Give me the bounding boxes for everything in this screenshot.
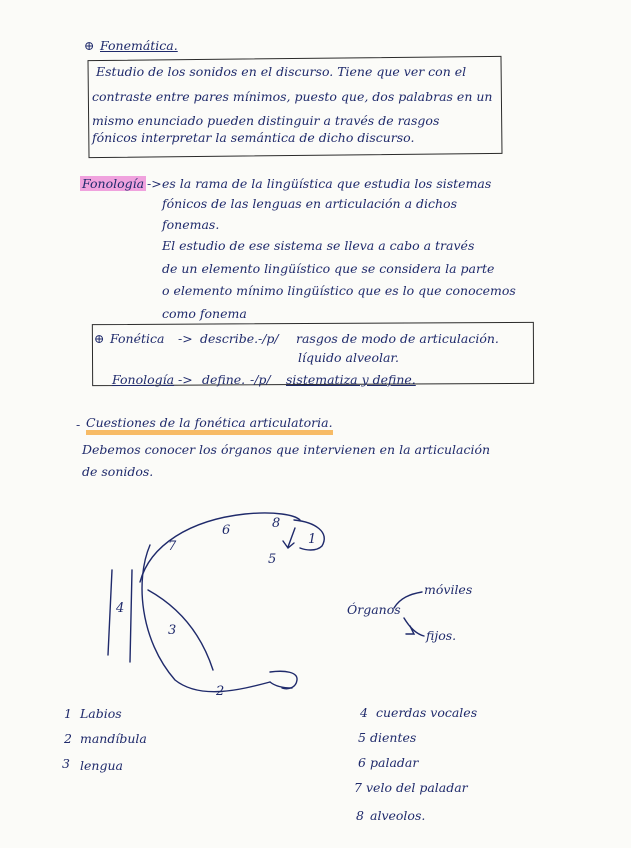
comparison-verb-define: define. bbox=[202, 372, 246, 387]
fonologia-line-2: fónicos de las lenguas en articulación a dichos bbox=[162, 196, 458, 211]
list-right-text-8: alveolos. bbox=[370, 808, 426, 823]
diagram-label-8: 8 bbox=[272, 516, 281, 531]
list-left-text-3: lengua bbox=[80, 758, 123, 773]
box-line-4: fónicos interpretar la semántica de dicho discurso. bbox=[92, 130, 415, 145]
diagram-label-4: 4 bbox=[116, 601, 125, 616]
diagram-label-7: 7 bbox=[168, 539, 177, 554]
diagram-label-5: 5 bbox=[268, 552, 277, 567]
comparison-arrow-2: -> bbox=[178, 372, 193, 387]
list-left-num-3: 3 bbox=[62, 756, 70, 771]
vocal-cord-left bbox=[108, 570, 112, 655]
comparison-symbol-1: -/p/ bbox=[258, 331, 279, 346]
box-line-1: Estudio de los sonidos en el discurso. Tiene que ver con el bbox=[96, 64, 467, 79]
fonologia-line-4: El estudio de ese sistema se lleva a cabo a través bbox=[162, 238, 475, 253]
list-right-text-5: dientes bbox=[370, 730, 417, 745]
box-line-2: contraste entre pares mínimos, puesto que, dos palabras en un bbox=[92, 89, 493, 104]
list-right-num-5: 5 bbox=[358, 730, 366, 745]
comparison-verb-describe: describe. bbox=[200, 331, 259, 346]
fonologia-line-1: es la rama de la lingüística que estudia los sistemas bbox=[162, 176, 492, 191]
section-dash: - bbox=[76, 417, 81, 432]
list-right-text-7: velo del paladar bbox=[366, 780, 468, 795]
organs-moviles-label: móviles bbox=[424, 582, 473, 597]
fonologia-line-6: o elemento mínimo lingüístico que es lo que conocemos bbox=[162, 283, 516, 298]
list-right-num-4: 4 bbox=[360, 705, 368, 720]
diagram-label-3: 3 bbox=[168, 623, 177, 638]
diagram-label-6: 6 bbox=[222, 523, 231, 538]
comparison-term-fonetica: Fonética bbox=[110, 331, 165, 346]
tongue-curve bbox=[148, 590, 213, 670]
term-fonologia-text: Fonología bbox=[82, 176, 145, 191]
fonologia-arrow: -> bbox=[147, 176, 162, 191]
list-left-text-1: Labios bbox=[80, 706, 122, 721]
fonologia-line-5: de un elemento lingüístico que se considera la parte bbox=[162, 261, 495, 276]
list-right-num-7: 7 bbox=[354, 780, 362, 795]
comparison-term-fonologia: Fonología bbox=[112, 372, 175, 387]
arrow-to-5 bbox=[283, 528, 295, 548]
section-title-fonematica: Fonemática. bbox=[100, 38, 178, 53]
section-intro-line-2: de sonidos. bbox=[82, 464, 154, 479]
list-right-text-4: cuerdas vocales bbox=[376, 705, 478, 720]
comparison-bullet: ⊕ bbox=[94, 331, 105, 346]
comparison-arrow-1: -> bbox=[178, 331, 193, 346]
list-left-num-1: 1 bbox=[64, 706, 72, 721]
comparison-symbol-2: -/p/ bbox=[250, 372, 271, 387]
diagram-label-2: 2 bbox=[216, 684, 225, 699]
list-left-num-2: 2 bbox=[64, 731, 72, 746]
box-line-3: mismo enunciado pueden distinguir a través de rasgos bbox=[92, 113, 440, 128]
comparison-text-1: rasgos de modo de articulación. bbox=[296, 331, 499, 346]
comparison-sub-1: líquido alveolar. bbox=[298, 350, 400, 365]
title-bullet: ⊕ bbox=[84, 38, 95, 53]
diagram-label-1: 1 bbox=[308, 532, 317, 547]
list-right-num-6: 6 bbox=[358, 755, 366, 770]
fonologia-line-3: fonemas. bbox=[162, 217, 220, 232]
organs-fijos-label: fijos. bbox=[426, 628, 457, 643]
list-left-text-2: mandíbula bbox=[80, 731, 147, 746]
list-right-text-6: paladar bbox=[370, 755, 419, 770]
section-intro-line-1: Debemos conocer los órganos que intervienen en la articulación bbox=[82, 442, 491, 457]
vocal-cord-right bbox=[130, 570, 132, 662]
list-right-num-8: 8 bbox=[356, 808, 364, 823]
organs-label: Órganos bbox=[347, 602, 401, 617]
fonologia-line-7: como fonema bbox=[162, 306, 247, 321]
lips-curve bbox=[270, 671, 297, 688]
comparison-text-2: sistematiza y define. bbox=[286, 372, 416, 387]
pharynx-curve bbox=[142, 545, 270, 692]
section-title-text: Cuestiones de la fonética articulatoria. bbox=[86, 415, 333, 435]
jaw-line bbox=[270, 682, 292, 688]
